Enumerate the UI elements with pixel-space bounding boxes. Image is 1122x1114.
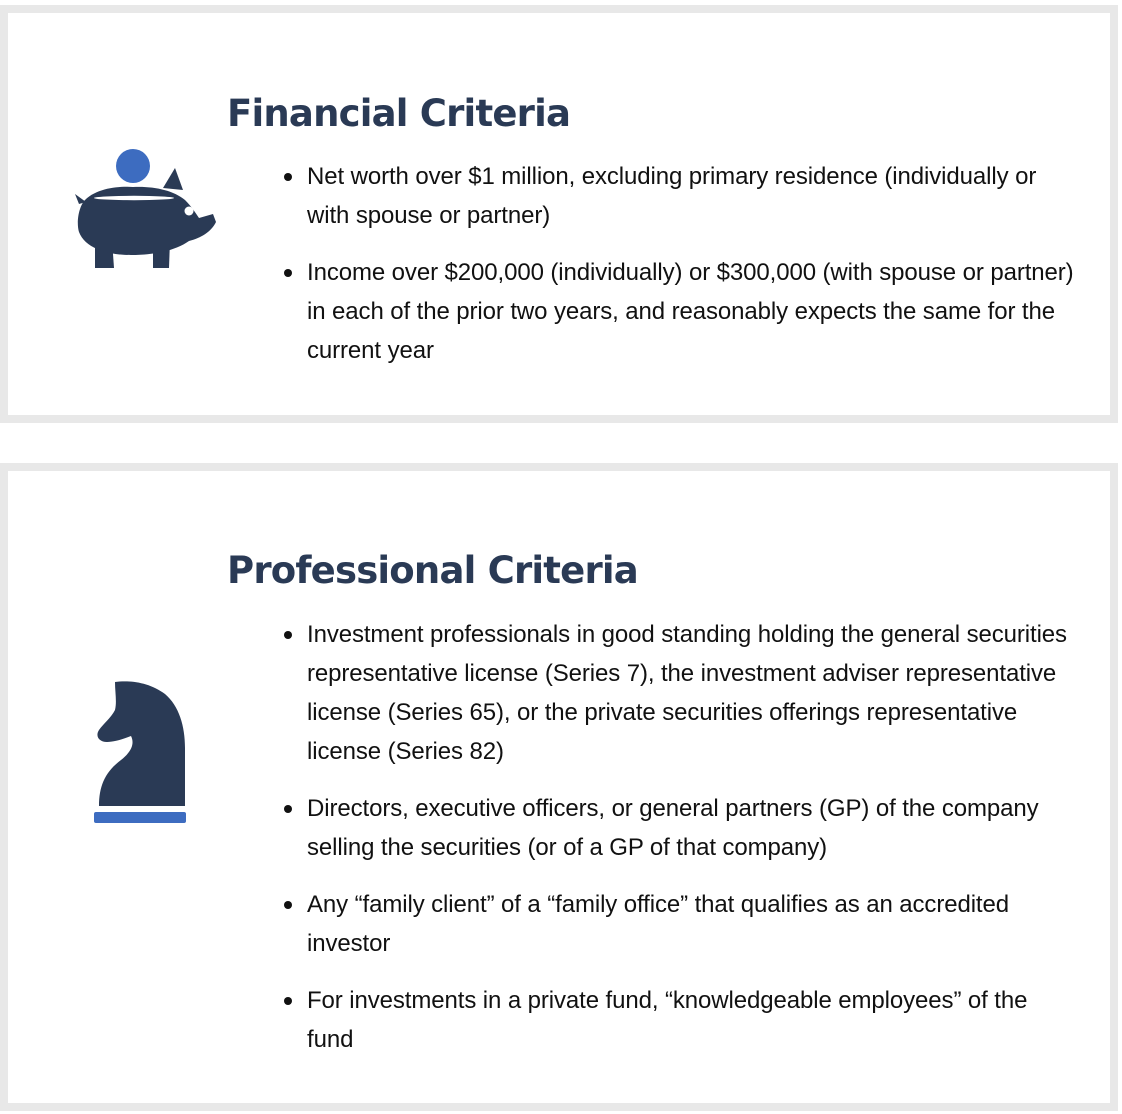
- list-item-text: For investments in a private fund, “knowledgeable employees” of the fund: [307, 987, 1028, 1053]
- list-item-text: Investment professionals in good standing holding the general securities representative license (Series 7), the investment adviser representative license (Series 65), or the private securities offerings representative license (Series 82): [307, 621, 1067, 765]
- chess-knight-icon: [87, 676, 189, 826]
- criteria-list: [284, 615, 1074, 1077]
- list-item-text: Directors, executive officers, or general partners (GP) of the company selling the securities (or of a GP of that company): [307, 795, 1039, 861]
- bullet-icon: [284, 997, 292, 1005]
- bullet-icon: [284, 269, 292, 277]
- list-item: [284, 615, 1074, 771]
- list-item: [284, 885, 1074, 963]
- list-item-text: Income over $200,000 (individually) or $300,000 (with spouse or partner) in each of the prior two years, and reasonably expects the same for the current year: [307, 259, 1074, 364]
- list-item: [284, 157, 1074, 235]
- list-item: [284, 789, 1074, 867]
- list-item: [284, 981, 1074, 1059]
- bullet-icon: [284, 901, 292, 909]
- bullet-icon: [284, 173, 292, 181]
- bullet-icon: [284, 805, 292, 813]
- financial-criteria-card: [0, 5, 1118, 423]
- professional-criteria-card: [0, 463, 1118, 1111]
- piggy-bank-icon: [71, 142, 217, 270]
- bullet-icon: [284, 631, 292, 639]
- list-item-text: Any “family client” of a “family office” that qualifies as an accredited investor: [307, 891, 1009, 957]
- list-item: [284, 253, 1074, 370]
- criteria-list: [284, 157, 1074, 388]
- list-item-text: Net worth over $1 million, excluding primary residence (individually or with spouse or partner): [307, 163, 1037, 229]
- section-title: Financial Criteria: [227, 92, 571, 135]
- section-title: Professional Criteria: [227, 549, 638, 592]
